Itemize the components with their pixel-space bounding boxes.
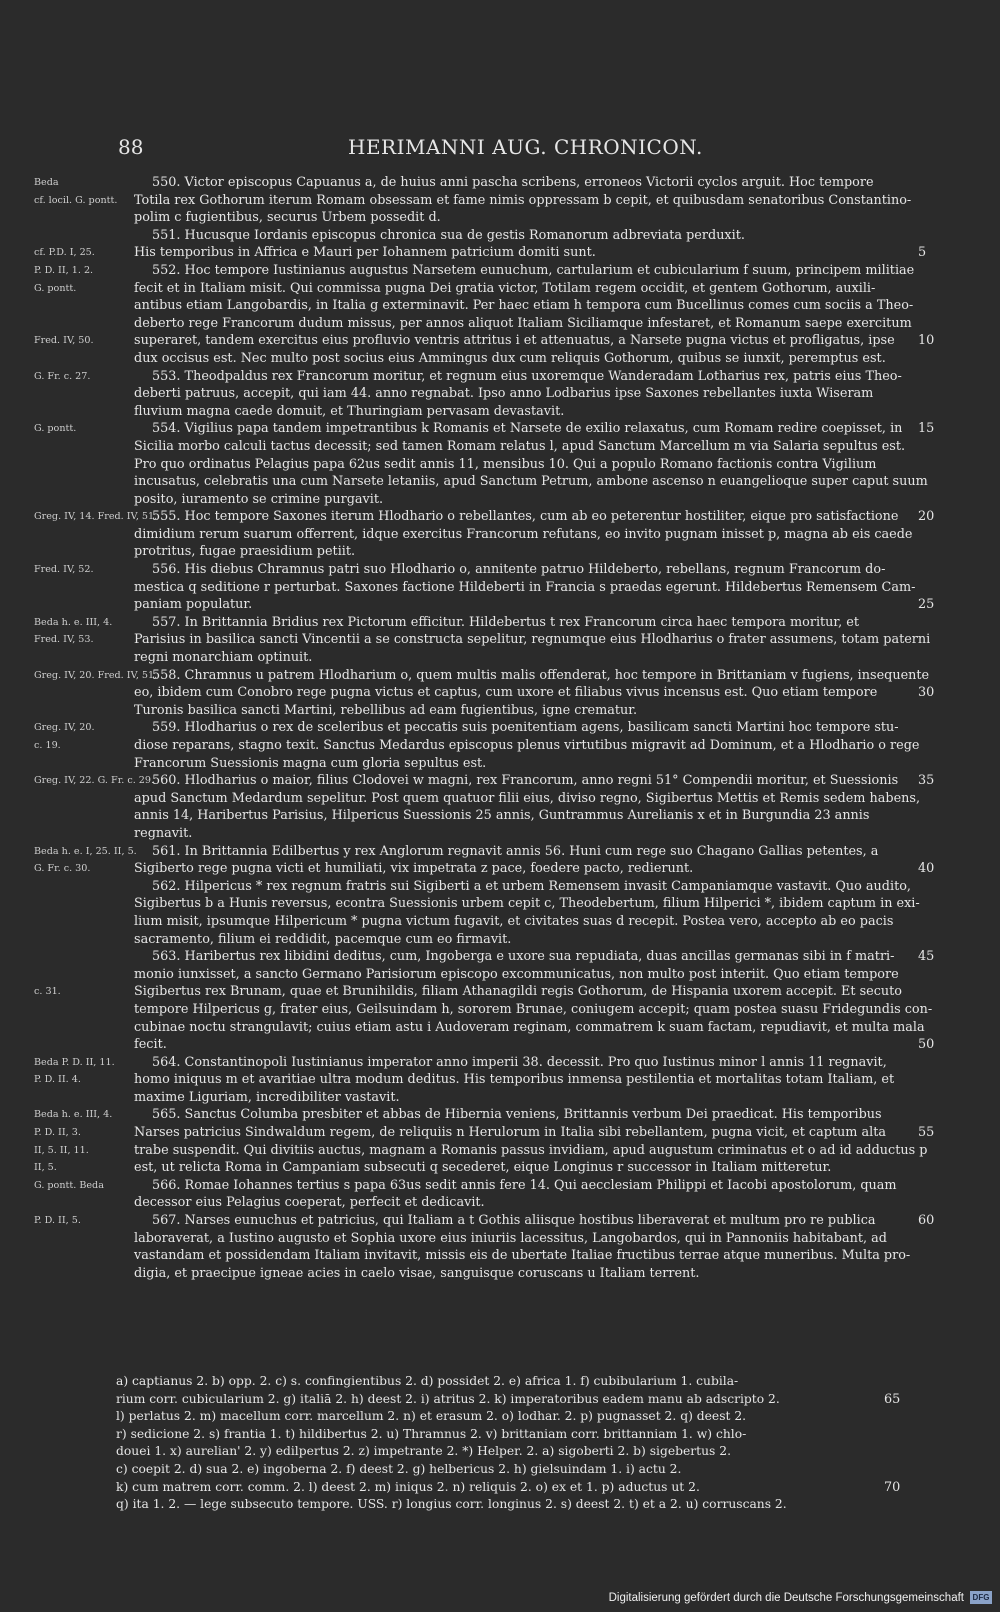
margin-reference: P. D. II. 4. [34,1074,81,1086]
line-text: 567. Narses eunuchus et patricius, qui Italiam a t Gothis aliisque hostibus liberaverat et multum pro re publica [152,1213,876,1229]
text-line [34,1002,934,1020]
line-number: 10 [918,333,935,349]
text-line [34,1072,934,1090]
text-line [34,580,934,598]
line-number: 25 [918,597,935,613]
footnote-text: douei 1. x) aurelian' 2. y) edilpertus 2. z) impetrante 2. *) Helper. 2. a) sigoberti 2. b) sigebertus 2. [116,1444,731,1459]
text-line [34,281,934,299]
line-text: diose reparans, stagno texit. Sanctus Medardus episcopus plenus virtutibus migravit ad Dominum, et a Hlodhario o rege [134,738,920,753]
line-text: regni monarchiam optinuit. [134,650,313,666]
footnote-line [116,1462,916,1480]
line-text: Pro quo ordinatus Pelagius papa 62us sedit annis 11, mensibus 10. Qui a populo Romano factionis contra Vigilium [134,456,877,472]
footnote-line [116,1374,916,1392]
line-text: dux occisus est. Nec multo post socius eius Ammingus dux cum reliquis Gothorum, quibus se iunxit, peremptus est. [134,350,886,366]
line-text: eo, ibidem cum Conobro rege pugna victus et captus, cum uxore et filiabus vivus incensus est. Quo etiam tempore [134,685,878,701]
line-text: maxime Liguriam, incredibiliter vastavit. [134,1089,400,1105]
dfg-logo-icon[interactable]: DFG [970,1591,992,1604]
line-text: His temporibus in Affrica e Mauri per Iohannem patricium domiti sunt. [134,245,596,261]
text-line [34,932,934,950]
line-number: 20 [918,509,935,525]
line-text: 556. His diebus Chramnus patri suo Hlodhario o, annitente patruo Hildeberto, rebellans, regnum Francorum do- [152,562,886,578]
footnote-line [116,1497,916,1515]
line-number: 60 [918,1213,935,1229]
text-line [34,615,934,633]
line-text: Totila rex Gothorum iterum Romam obsessam et fame nimis oppressam b cepit, et quibusdam senatoribus Constantino- [134,192,912,208]
line-text: fluvium magna caede domuit, et Thuringiam pervasam devastavit. [134,403,565,419]
text-line [34,457,934,475]
footnote-text: r) sedicione 2. s) frantia 1. t) hildibertus 2. u) Thramnus 2. v) brittaniam corr. brittanniam 1. w) chlo- [116,1426,747,1441]
text-line [34,1266,934,1284]
line-text: 557. In Brittannia Bridius rex Pictorum efficitur. Hildebertus t rex Francorum circa haec tempora moritur, et [152,614,859,630]
margin-reference: cf. locil. G. pontt. [34,194,118,206]
line-text: apud Sanctum Medardum sepelitur. Post quem quatuor filii eius, diviso regno, Sigibertus Mettis et Remis sedem habens, [134,790,921,806]
text-line [34,1107,934,1125]
line-text: 550. Victor episcopus Capuanus a, de huius anni pascha scribens, erroneos Victorii cyclos arguit. Hoc tempore [152,175,874,190]
footnote-text: c) coepit 2. d) sua 2. e) ingoberna 2. f) deest 2. g) helbericus 2. h) gielsuindam 1. i) actu 2. [116,1461,682,1476]
line-text: est, ut relicta Roma in Campaniam subsecuti q secederet, eique Longinus r successor in Italiam mitteretur. [134,1160,832,1176]
page-header [118,135,958,165]
line-text: 565. Sanctus Columba presbiter et abbas de Hibernia veniens, Brittannis verbum Dei praedicat. His temporibus [152,1107,882,1123]
text-line [34,861,934,879]
line-number: 15 [918,421,935,437]
footnote-text: rium corr. cubicularium 2. g) italiā 2. h) deest 2. i) atritus 2. k) imperatoribus eadem manu ab adscripto 2. [116,1391,780,1406]
line-text: 552. Hoc tempore Iustinianus augustus Narsetem eunuchum, cartularium et cubicularium f suum, principem militiae [152,262,915,278]
margin-reference: P. D. II, 3. [34,1127,81,1139]
line-text: annis 14, Haribertus Parisius, Hilpericus Suessionis 25 annis, Guntrammus Aurelianis x et in Burgundia 23 annis [134,808,870,824]
margin-reference: G. Fr. c. 27. [34,370,91,382]
line-text: tempore Hilpericus g, frater eius, Geilsuindam h, sororem Brunae, coniugem accepit; quam postea suasu Fridegundis con- [134,1001,933,1017]
margin-reference: Fred. IV, 50. [34,335,94,347]
text-line [34,685,934,703]
line-text: polim c fugientibus, securus Urbem possedit d. [134,210,441,226]
text-line [34,844,934,862]
line-text: 555. Hoc tempore Saxones iterum Hlodhario o rebellantes, cum ab eo peterentur hostiliter, eique pro satisfactione [152,509,899,525]
line-text: vastandam et possidendam Italiam invitavit, missis eis de ubertate Italiae fructibus terrae atque muneribus. Multa pro- [134,1248,911,1264]
line-text: Sigibertus rex Brunam, quae et Brunihildis, filiam Athanagildi regis Gothorum, de Hispania uxorem accepit. Et secuto [134,984,902,1000]
line-text: Parisius in basilica sancti Vincentii a se constructa sepelitur, regnumque eius Hlodharius o frater assumens, totam paterni [134,632,931,648]
text-line [34,386,934,404]
text-line [34,632,934,650]
line-text: deberto rege Francorum dudum missus, per annos aliquot Italiam Siciliamque infestaret, et Romanum saepe exercitum [134,315,912,331]
text-line [34,808,934,826]
line-text: Sicilia morbo calculi tactus decessit; sed tamen Romam relatus l, apud Sanctum Marcellum m via Salaria sepultus est. [134,438,906,454]
line-text: superaret, tandem exercitus eius profluvio ventris attritus i et attenuatus, a Narsete pugna victus et profligatus, ipse [134,333,895,349]
line-text: Francorum Suessionis magna cum gloria sepultus est. [134,755,487,771]
margin-reference: Beda [34,177,59,188]
line-text: incusatus, celebratis una cum Narsete letaniis, apud Sanctum Petrum, ambone ascenso n euangelioque super caput suum [134,474,928,490]
text-line [34,1143,934,1161]
text-line [34,421,934,439]
line-text: mestica q seditione r perturbat. Saxones factione Hildeberti in Francia s praedas egerunt. Hildebertus Remensem Cam- [134,579,916,595]
text-line [34,193,934,211]
line-text: dimidium rerum suarum offerrent, idque exercitus Francorum refutans, eo invito pugnam inisset p, magna ab eis caede [134,526,913,542]
line-text: 558. Chramnus u patrem Hlodharium o, quem multis malis offenderat, hoc tempore in Brittaniam v fugiens, insequente [152,667,930,683]
text-line [34,404,934,422]
line-number: 40 [918,861,935,877]
text-line [34,228,934,246]
text-line [34,1231,934,1249]
text-line [34,1055,934,1073]
line-text: 561. In Brittannia Edilbertus y rex Anglorum regnavit annis 56. Huni cum rege suo Chagano Gallias petentes, a [152,843,879,859]
text-line [34,245,934,263]
line-text: decessor eius Pelagius coeperat, perfecit et dedicavit. [134,1195,485,1211]
text-line [34,668,934,686]
text-line [34,1020,934,1038]
footnote-text: k) cum matrem corr. comm. 2. l) deest 2. m) iniqus 2. n) reliquis 2. o) ex et 1. p) aductus ut 2. [116,1479,700,1494]
line-text: posito, iuramento se crimine purgavit. [134,491,384,507]
line-number: 65 [884,1391,901,1407]
running-title: HERIMANNI AUG. CHRONICON. [348,135,703,159]
text-line [34,597,934,615]
line-text: homo iniquus m et avaritiae ultra modum deditus. His temporibus inmensa pestilentia et mortalitas totam Italiam, et [134,1072,895,1088]
text-line [34,527,934,545]
line-text: fecit et in Italiam misit. Qui commissa pugna Dei gratia victor, Totilam regem occidit, et gentem Gothorum, auxili- [134,280,876,296]
margin-reference: P. D. II, 5. [34,1215,81,1227]
line-text: lium misit, ipsumque Hilpericum * pugna victum fugavit, et civitates suas d recepit. Postea vero, accepto ab eo pacis [134,913,894,929]
margin-reference: II, 5. [34,1162,57,1174]
dfg-credit[interactable] [609,1591,992,1604]
line-text: laboraverat, a Iustino augusto et Sophia uxore eius iniuriis lacessitus, Langobardos, qui in Pannoniis habitabant, ad [134,1230,887,1246]
text-line [34,791,934,809]
text-line [34,984,934,1002]
text-line [34,439,934,457]
text-line [34,1090,934,1108]
text-line [34,333,934,351]
text-line [34,210,934,228]
text-line [34,492,934,510]
line-text: fecit. [134,1037,167,1053]
margin-reference: c. 19. [34,740,61,751]
margin-reference: Beda h. e. I, 25. II, 5. [34,845,137,857]
line-text: deberti patruus, accepit, qui iam 44. anno regnabat. Ipso anno Lodbarius ipse Saxones rebellantes iuxta Wiseram [134,386,874,402]
margin-reference: Greg. IV, 14. Fred. IV, 51. [34,511,158,523]
line-text: Turonis basilica sancti Martini, rebellibus ad eam fugientibus, igne crematur. [134,702,638,718]
line-number: 55 [918,1125,935,1141]
text-line [34,1213,934,1231]
page-number: 88 [118,135,144,159]
line-text: digia, et praecipue igneae acies in caelo visae, sanguisque coruscans u Italiam terrent. [134,1265,700,1281]
footnote-line [116,1480,916,1498]
text-line [34,175,934,193]
text-line [34,298,934,316]
margin-reference: Beda h. e. III, 4. [34,616,113,628]
line-text: sacramento, filium ei reddidit, pacemque cum eo firmavit. [134,931,512,947]
text-line [34,1195,934,1213]
line-number: 70 [884,1479,901,1495]
line-text: Narses patricius Sindwaldum regem, de reliquiis n Herulorum in Italia sibi rebellantem, pugna vicit, et captum alta [134,1125,886,1141]
text-line [34,369,934,387]
text-line [34,1125,934,1143]
line-text: trabe suspendit. Qui divitiis auctus, magnam a Romanis passus invidiam, apud augustum criminatus et o ad id adductus p [134,1142,928,1158]
text-line [34,650,934,668]
text-line [34,773,934,791]
line-text: Sigiberto rege pugna victi et humiliati, vix impetrata z pace, foedere pacto, redierunt. [134,861,694,877]
text-line [34,896,934,914]
margin-reference: G. pontt. [34,282,77,294]
line-number: 35 [918,773,935,789]
text-line [34,949,934,967]
line-text: 559. Hlodharius o rex de sceleribus et peccatis suis poenitentiam agens, basilicam sancti Martini hoc tempore stu- [152,720,899,736]
line-number: 5 [918,245,927,261]
margin-reference: G. pontt. Beda [34,1179,104,1191]
text-line [34,720,934,738]
text-line [34,756,934,774]
line-text: 554. Vigilius papa tandem impetrantibus k Romanis et Narsete de exilio relaxatus, cum Romam redire coepisset, in [152,421,903,437]
text-line [34,474,934,492]
line-text: Sigibertus b a Hunis reversus, econtra Suessionis urbem cepit c, Theodebertum, filium Hilperici *, ibidem captum in exi- [134,896,920,912]
margin-reference: G. pontt. [34,423,77,435]
margin-reference: II, 5. II, 11. [34,1144,89,1156]
line-text: 560. Hlodharius o maior, filius Clodovei w magni, rex Francorum, anno regni 51° Compendii moritur, et Suessionis [152,773,899,789]
margin-reference: Fred. IV, 53. [34,634,94,646]
line-text: monio iunxisset, a sancto Germano Parisiorum episcopo excommunicatus, non multo post interiit. Quo etiam tempore [134,966,899,982]
footnote-text: q) ita 1. 2. — lege subsecuto tempore. USS. r) longius corr. longinus 2. s) deest 2. t) et a 2. u) corruscans 2. [116,1497,787,1512]
line-text: regnavit. [134,825,193,841]
margin-reference: G. Fr. c. 30. [34,863,91,875]
text-line [34,879,934,897]
text-line [34,316,934,334]
footnotes [116,1374,916,1515]
text-line [34,1160,934,1178]
line-text: protritus, fugae praesidium petiit. [134,544,356,560]
line-number: 45 [918,949,935,965]
margin-reference: Greg. IV, 22. G. Fr. c. 29. [34,775,155,787]
line-text: 566. Romae Iohannes tertius s papa 63us sedit annis fere 14. Qui aecclesiam Philippi et Iacobi apostolorum, quam [152,1177,897,1193]
text-line [34,703,934,721]
line-text: 564. Constantinopoli Iustinianus imperator anno imperii 38. decessit. Pro quo Iustinus minor l annis 11 regnavit, [152,1054,887,1070]
footnote-text: l) perlatus 2. m) macellum corr. marcellum 2. n) et erasum 2. o) lodhar. 2. p) pugnasset 2. q) deest 2. [116,1409,747,1424]
text-line [34,914,934,932]
margin-reference: P. D. II, 1. 2. [34,264,94,276]
chronicle-text [34,175,934,1283]
text-line [34,738,934,756]
footnote-line [116,1427,916,1445]
text-line [34,263,934,281]
line-text: 551. Hucusque Iordanis episcopus chronica sua de gestis Romanorum adbreviata perduxit. [152,227,745,243]
text-line [34,1037,934,1055]
line-text: 563. Haribertus rex libidini deditus, cum, Ingoberga e uxore sua repudiata, duas ancillas germanas sibi in f matri- [152,949,895,965]
margin-reference: Greg. IV, 20. [34,722,95,734]
text-line [34,1248,934,1266]
footnote-line [116,1392,916,1410]
footnote-text: a) captianus 2. b) opp. 2. c) s. confingientibus 2. d) possidet 2. e) africa 1. f) cubibularium 1. cubila- [116,1374,739,1388]
line-number: 30 [918,685,935,701]
text-line [34,967,934,985]
text-line [34,544,934,562]
line-text: 553. Theodpaldus rex Francorum moritur, et regnum eius uxoremque Wanderadam Lotharius rex, patris eius Theo- [152,368,902,384]
text-line [34,826,934,844]
dfg-credit-label[interactable]: Digitalisierung gefördert durch die Deutsche Forschungsgemeinschaft [608,1591,964,1604]
margin-reference: Beda h. e. III, 4. [34,1109,113,1121]
text-line [34,351,934,369]
text-line [34,509,934,527]
line-text: cubinae noctu strangulavit; cuius etiam astu i Audoveram reginam, commatrem k suam factam, repudiavit, et multa mala [134,1019,925,1035]
line-text: paniam populatur. [134,597,253,613]
margin-reference: c. 31. [34,986,61,998]
text-line [34,1178,934,1196]
margin-reference: cf. P.D. I, 25. [34,247,95,259]
margin-reference: Beda P. D. II, 11. [34,1056,115,1068]
margin-reference: Greg. IV, 20. Fred. IV, 51. [34,669,158,681]
line-text: 562. Hilpericus * rex regnum fratris sui Sigiberti a et urbem Remensem invasit Campaniamque vastavit. Quo audito, [152,878,911,894]
margin-reference: Fred. IV, 52. [34,564,94,576]
text-line [34,562,934,580]
footnote-line [116,1409,916,1427]
line-number: 50 [918,1037,935,1053]
footnote-line [116,1444,916,1462]
line-text: antibus etiam Langobardis, in Italia g exterminavit. Per haec etiam h tempora cum Bucellinus comes cum sociis a Theo- [134,298,914,314]
